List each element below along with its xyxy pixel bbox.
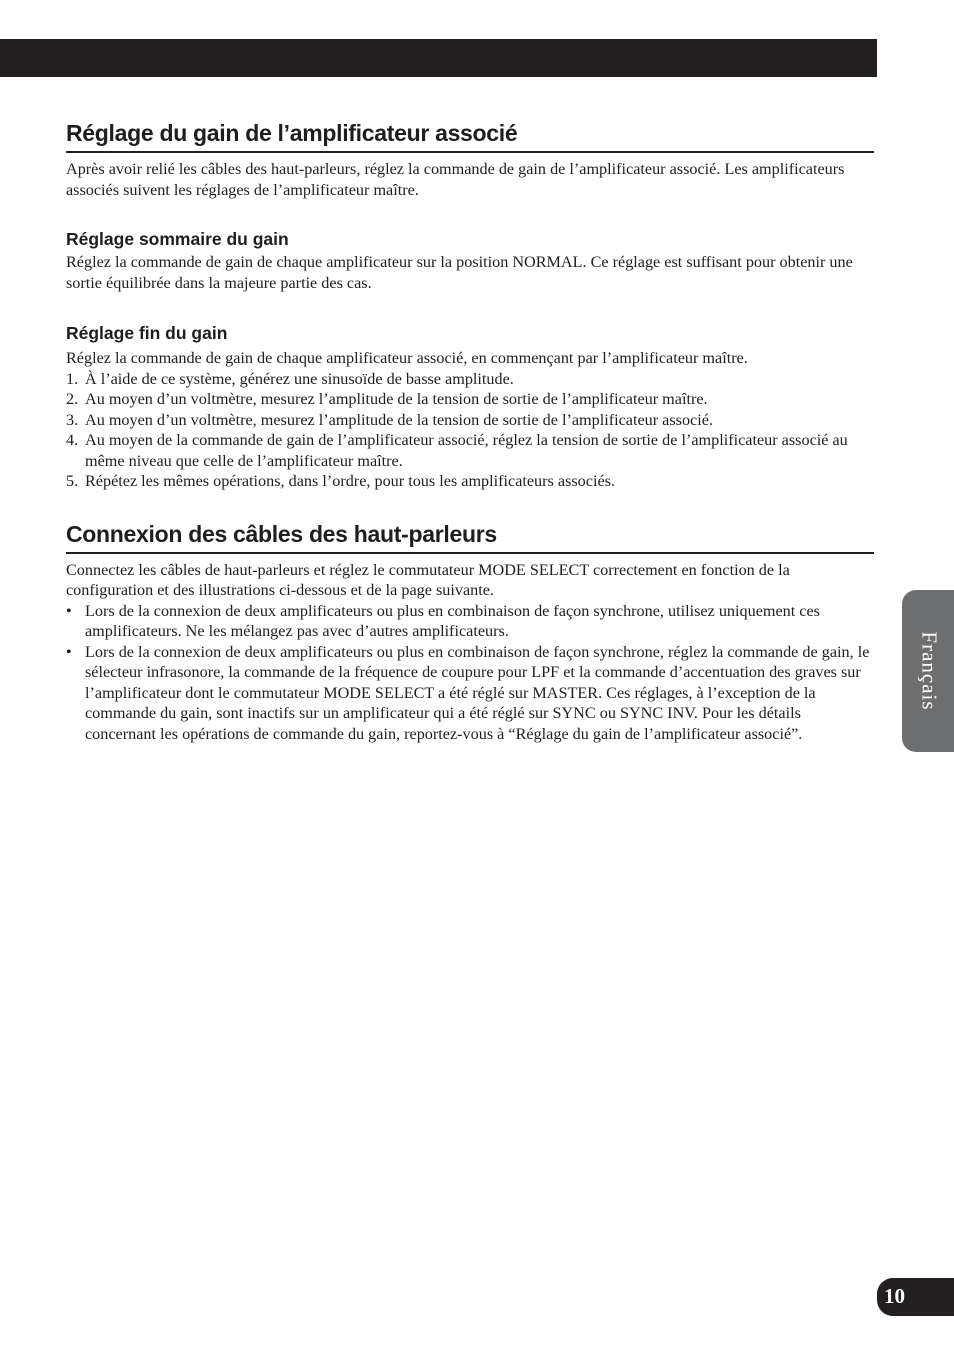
note-text: Lors de la connexion de deux amplificateurs ou plus en combinaison de façon synchrone, utilisez uniquement ces amplificateurs. Ne les mélangez pas avec d’autres amplificateurs. [85,601,820,640]
subsection-title-fine-gain: Réglage fin du gain [66,323,228,343]
notes-list [66,601,874,745]
step-item [66,369,874,390]
step-number: 3. [66,410,79,429]
subsection-title-rough-gain: Réglage sommaire du gain [66,229,289,249]
step-number: 5. [66,472,79,490]
header-bar [0,39,877,77]
bullet-mark: • [66,601,72,620]
language-tab-label: Français [917,631,942,711]
step-number: 4. [66,431,79,449]
section-intro-speaker-cables: Connectez les câbles de haut-parleurs et réglez le commutateur MODE SELECT correctement en fonction de la configuration et des illustrations ci-dessous et de la page suivante. [66,560,790,599]
step-text: Répétez les mêmes opérations, dans l’ordre, pour tous les amplificateurs associés. [85,472,615,490]
bullet-mark: • [66,642,72,661]
step-item [66,410,874,431]
note-item [66,601,874,642]
note-item [66,642,874,745]
section-title-gain: Réglage du gain de l’amplificateur associé [66,118,874,153]
step-text: Au moyen de la commande de gain de l’amplificateur associé, réglez la tension de sortie de l’amplificateur associé au même niveau que celle de l’amplificateur maître. [85,431,848,470]
step-number: 1. [66,369,79,388]
step-text: À l’aide de ce système, générez une sinusoïde de basse amplitude. [85,369,514,388]
step-item [66,389,874,410]
note-text: Lors de la connexion de deux amplificateurs ou plus en combinaison de façon synchrone, réglez la commande de gain, le sélecteur infrasonore, la commande de la fréquence de coupure pour LPF et la commande d’accentuation des graves sur l’amplificateur dont le commutateur MODE SELECT a été réglé sur MASTER. Ces réglages, à l’exception de la commande du gain, sont inactifs sur un amplificateur qui a été réglé sur SYNC ou SYNC INV. Pour les détails concernant les opérations de commande du gain, reportez-vous à “Réglage du gain de l’amplificateur associé”. [85,642,870,743]
section-title-speaker-cables: Connexion des câbles des haut-parleurs [66,519,874,554]
section-intro-gain: Après avoir relié les câbles des haut-parleurs, réglez la commande de gain de l’amplificateur associé. Les amplificateurs associés suivent les réglages de l’amplificateur maître. [66,160,845,199]
step-text: Au moyen d’un voltmètre, mesurez l’amplitude de la tension de sortie de l’amplificateur maître. [85,390,708,408]
step-item [66,430,874,471]
page-number: 10 [884,1284,905,1308]
step-item [66,471,874,492]
subsection-text-fine-gain: Réglez la commande de gain de chaque amplificateur associé, en commençant par l’amplificateur maître. [66,349,748,367]
step-text: Au moyen d’un voltmètre, mesurez l’amplitude de la tension de sortie de l’amplificateur associé. [85,410,713,429]
subsection-text-rough-gain: Réglez la commande de gain de chaque amplificateur sur la position NORMAL. Ce réglage est suffisant pour obtenir une sortie équilibrée dans la majeure partie des cas. [66,253,853,292]
page-content [66,118,874,744]
steps-list [66,369,874,492]
step-number: 2. [66,390,79,408]
